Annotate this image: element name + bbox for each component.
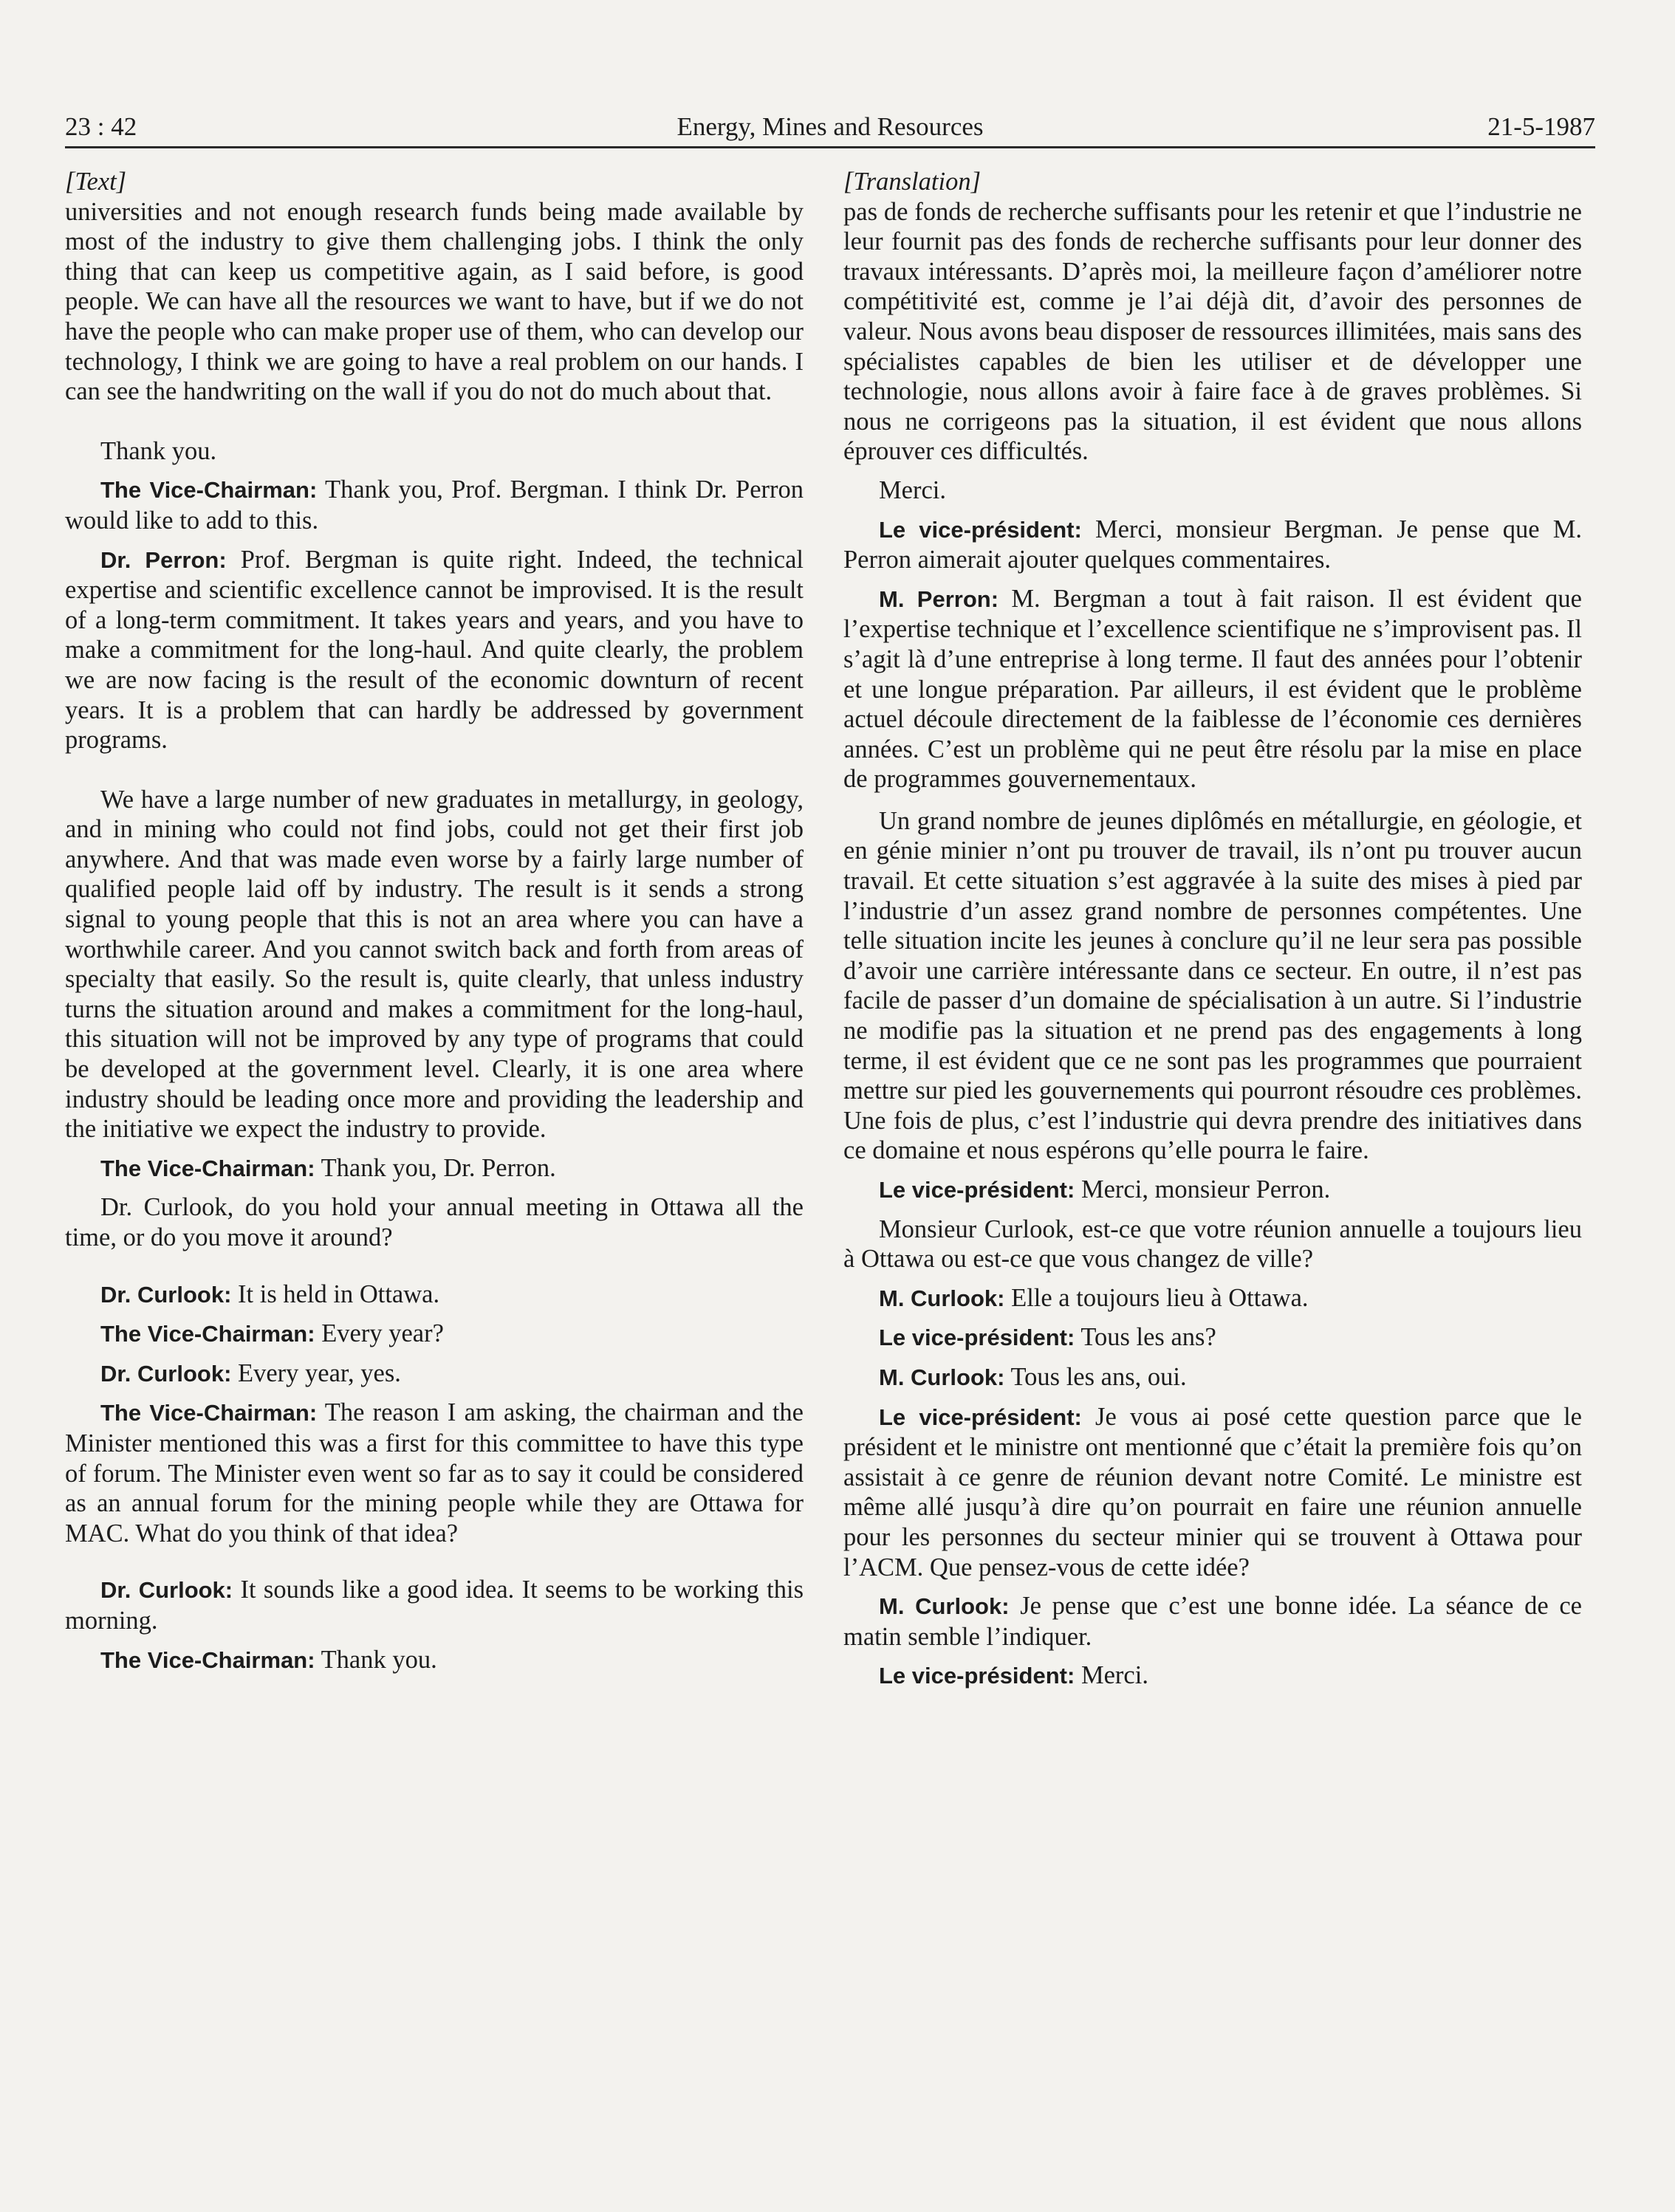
- page-reference: 23 : 42: [65, 112, 137, 141]
- paragraph: [843, 1660, 1582, 1691]
- paragraph: [843, 806, 1582, 1166]
- paragraph: [843, 515, 1582, 575]
- paragraph-text: Un grand nombre de jeunes diplômés en métallurgie, en géologie, et en génie minier n’ont pu trouver de travail, ils n’ont pu trouver aucun travail. Et cette situation s’est aggravée à la suite des mises à pied par l’industrie d’un assez grand nombre de personnes compétentes. Une telle situation incite les jeunes à conclure qu’il ne leur sera pas possible d’avoir une carrière intéressante dans ce secteur. En outre, il n’est pas facile de passer d’un domaine de spécialisation à un autre. Si l’industrie ne modifie pas la situation et ne prend pas des engagements à long terme, il est évident que ce ne sont pas les programmes que pourraient mettre sur pied les gouvernements qui pourront résoudre ces problèmes. Une fois de plus, c’est l’industrie qui devra prendre des initiatives dans ce domaine et nous espérons qu’elle pourra le faire.: [843, 806, 1582, 1165]
- paragraph: [843, 1402, 1582, 1583]
- paragraph-text: universities and not enough research funds being made available by most of the industry to give them challenging jobs. I think the only thing that can keep us competitive again, as I said before, is good people. We can have all the resources we want to have, but if we do not have the people who can make proper use of them, who can develop our technology, I think we are going to have a real problem on our hands. I can see the handwriting on the wall if you do not do much about that.: [65, 197, 804, 406]
- speaker-name: The Vice-Chairman:: [100, 1321, 315, 1347]
- running-title: Energy, Mines and Resources: [676, 112, 984, 141]
- paragraph: [843, 475, 1582, 506]
- paragraph: [843, 1175, 1582, 1206]
- paragraph: [843, 1322, 1582, 1353]
- paragraph-text: Every year, yes.: [231, 1359, 401, 1387]
- speaker-name: The Vice-Chairman:: [100, 477, 318, 504]
- paragraph-text: Thank you.: [100, 436, 217, 465]
- paragraph: [843, 1215, 1582, 1274]
- paragraph-text: Monsieur Curlook, est-ce que votre réunion annuelle a toujours lieu à Ottawa ou est-ce que vous changez de ville?: [843, 1215, 1582, 1274]
- paragraph-text: M. Bergman a tout à fait raison. Il est évident que l’expertise technique et l’excellence scientifique ne s’improvisent pas. Il s’agit là d’une entreprise à long terme. Il faut des années pour l’obtenir et une longue préparation. Par ailleurs, il est évident que le problème actuel découle directement de la faiblesse de l’économie ces dernières années. C’est un problème qui ne peut être résolu par la mise en place de programmes gouvernementaux.: [843, 584, 1582, 794]
- speaker-name: Dr. Perron:: [100, 546, 227, 573]
- paragraph-text: We have a large number of new graduates in metallurgy, in geology, and in mining who could not find jobs, could not get their first job anywhere. And that was made even worse by a fairly large number of qualified people laid off by industry. The result is it sends a strong signal to young people that this is not an area where you can have a worthwhile career. And you cannot switch back and forth from areas of specialty that easily. So the result is, quite clearly, that unless industry turns the situation around and makes a commitment for the long-haul, this situation will not be improved by any type of programs that could be developed at the government level. Clearly, it is one area where industry should be leading once more and providing the leadership and the initiative we expect the industry to provide.: [65, 785, 804, 1144]
- speaker-name: Dr. Curlook:: [100, 1281, 232, 1308]
- paragraph: [65, 197, 804, 407]
- speaker-name: The Vice-Chairman:: [100, 1646, 315, 1673]
- paragraph: [65, 436, 804, 467]
- paragraph-text: The reason I am asking, the chairman and the Minister mentioned this was a first for this committee to have this type of forum. The Minister even went so far as to say it could be considered as an annual forum for the mining people while they are Ottawa for MAC. What do you think of that idea?: [65, 1398, 804, 1548]
- paragraph: [65, 1280, 804, 1311]
- paragraph-text: Merci, monsieur Bergman. Je pense que M. Perron aimerait ajouter quelques commentaires.: [843, 515, 1582, 574]
- paragraph: [843, 584, 1582, 794]
- header-rule: [65, 146, 1595, 148]
- paragraph: [65, 475, 804, 535]
- speaker-name: Dr. Curlook:: [100, 1360, 232, 1387]
- speaker-name: M. Curlook:: [879, 1285, 1005, 1311]
- paragraph-text: Tous les ans, oui.: [1004, 1362, 1187, 1391]
- paragraph-text: Thank you.: [315, 1645, 437, 1674]
- paragraph: [65, 545, 804, 755]
- speaker-name: M. Curlook:: [879, 1364, 1005, 1390]
- paragraph: [843, 197, 1582, 467]
- paragraph: [843, 1283, 1582, 1314]
- paragraph-text: Merci, monsieur Perron.: [1075, 1175, 1331, 1203]
- paragraph: [843, 1362, 1582, 1393]
- column-label: [Text]: [65, 168, 127, 196]
- paragraph: [65, 785, 804, 1144]
- speaker-name: Dr. Curlook:: [100, 1577, 233, 1604]
- paragraph-text: Thank you, Dr. Perron.: [315, 1153, 556, 1182]
- speaker-name: The Vice-Chairman:: [100, 1400, 318, 1426]
- speaker-name: M. Perron:: [879, 585, 999, 612]
- speaker-name: Le vice-président:: [879, 1663, 1075, 1689]
- speaker-name: Le vice-président:: [879, 1404, 1082, 1430]
- paragraph-text: pas de fonds de recherche suffisants pour les retenir et que l’industrie ne leur fournit pas des fonds de recherche suffisants pour leur donner des travaux intéressants. D’après moi, la meilleure façon d’améliorer notre compétitivité est, comme je l’ai déjà dit, d’avoir des personnes de valeur. Nous avons beau disposer de ressources illimitées, mais sans des spécialistes capables de bien les utiliser et de développer une technologie, nous allons avoir à faire face à de graves problèmes. Si nous ne corrigeons pas la situation, il est évident que nous allons éprouver ces difficultés.: [843, 197, 1582, 466]
- paragraph-text: Every year?: [315, 1319, 444, 1348]
- speaker-name: The Vice-Chairman:: [100, 1155, 315, 1181]
- speaker-name: Le vice-président:: [879, 1177, 1075, 1203]
- speaker-name: Le vice-président:: [879, 516, 1082, 543]
- paragraph-text: Dr. Curlook, do you hold your annual meeting in Ottawa all the time, or do you move it around?: [65, 1193, 804, 1251]
- paragraph: [65, 1359, 804, 1390]
- paragraph-text: Je pense que c’est une bonne idée. La séance de ce matin semble l’indiquer.: [843, 1592, 1582, 1651]
- paragraph-text: Merci.: [879, 475, 947, 504]
- speaker-name: M. Curlook:: [879, 1593, 1010, 1620]
- paragraph-text: It sounds like a good idea. It seems to be working this morning.: [65, 1576, 804, 1635]
- column-label: [Translation]: [843, 168, 981, 196]
- page-header: [65, 105, 1595, 149]
- paragraph-text: Tous les ans?: [1075, 1323, 1216, 1352]
- french-column: [843, 167, 1582, 1691]
- paragraph: [843, 1591, 1582, 1652]
- paragraph: [65, 1319, 804, 1350]
- sitting-date: 21-5-1987: [1487, 112, 1595, 141]
- english-column: [65, 167, 804, 1675]
- paragraph-text: It is held in Ottawa.: [231, 1280, 440, 1308]
- paragraph-text: Thank you, Prof. Bergman. I think Dr. Perron would like to add to this.: [65, 475, 804, 535]
- paragraph: [65, 1153, 804, 1184]
- paragraph: [65, 1398, 804, 1548]
- paragraph-text: Elle a toujours lieu à Ottawa.: [1004, 1283, 1309, 1312]
- paragraph-text: Je vous ai posé cette question parce que le président et le ministre ont mentionné que c’était la première fois qu’on assistait à ce genre de réunion devant notre Comité. Le ministre est même allé jusqu’à dire qu’on pourrait en faire une réunion annuelle pour les personnes du secteur minier qui se trouvent à Ottawa pour l’ACM. Que pensez-vous de cette idée?: [843, 1402, 1582, 1581]
- speaker-name: Le vice-président:: [879, 1325, 1075, 1351]
- paragraph: [65, 1575, 804, 1635]
- paragraph: [65, 1192, 804, 1252]
- paragraph-text: Merci.: [1075, 1661, 1148, 1690]
- paragraph-text: Prof. Bergman is quite right. Indeed, the technical expertise and scientific excellence cannot be improvised. It is the result of a long-term commitment. It takes years and years, and you have to make a commitment for the long-haul. And quite clearly, the problem we are now facing is the result of the economic downturn of recent years. It is a problem that can hardly be addressed by government programs.: [65, 545, 804, 755]
- paragraph: [65, 1645, 804, 1676]
